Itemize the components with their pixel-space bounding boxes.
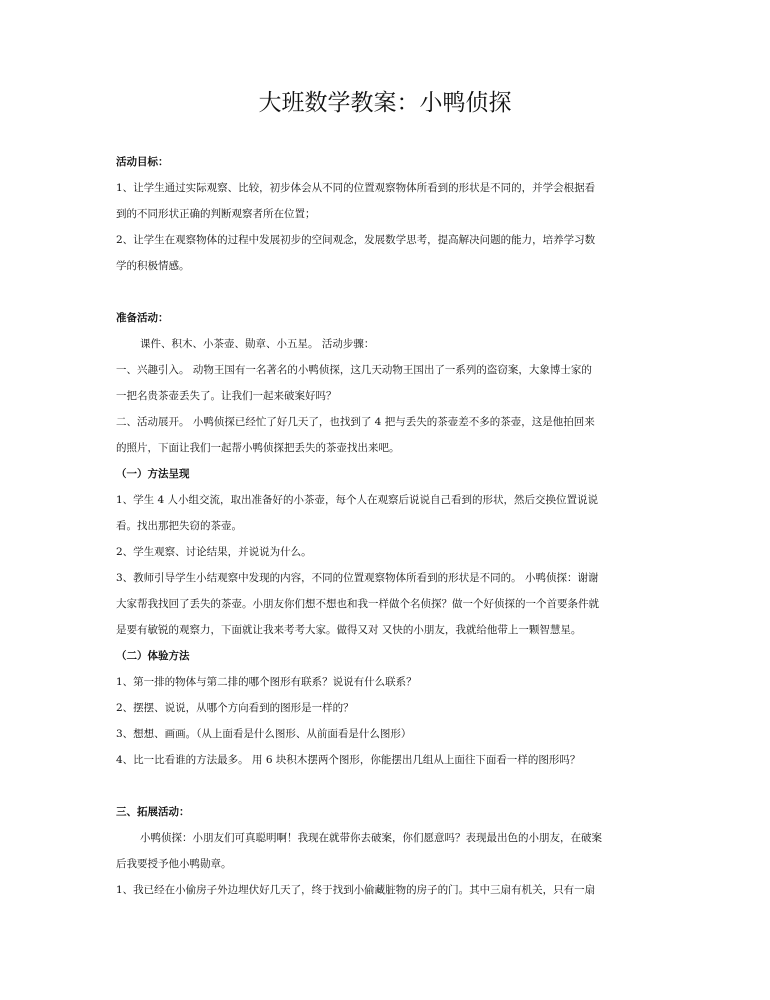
paragraph-line: 1、让学生通过实际观察、比较，初步体会从不同的位置观察物体所看到的形状是不同的，并学会根据看 bbox=[116, 182, 596, 194]
paragraph-line: 1、学生 4 人小组交流，取出准备好的小茶壶，每个人在观察后说说自己看到的形状，然后交换位置说说 bbox=[116, 494, 599, 506]
paragraph-line: 学的积极情感。 bbox=[116, 260, 190, 272]
paragraph-line: 1、我已经在小偷房子外边埋伏好几天了，终于找到小偷藏脏物的房子的门。其中三扇有机关，只有一扇 bbox=[116, 884, 596, 896]
paragraph-line: 1、第一排的物体与第二排的哪个图形有联系？说说有什么联系？ bbox=[116, 676, 417, 688]
page-title: 大班数学教案：小鸭侦探 bbox=[258, 90, 512, 116]
paragraph-line: 3、教师引导学生小结观察中发现的内容，不同的位置观察物体所看到的形状是不同的。 小鸭侦探：谢谢 bbox=[116, 572, 599, 584]
paragraph-line: 课件、积木、小茶壶、勋章、小五星。 活动步骤： bbox=[140, 338, 375, 350]
paragraph-line: 看。找出那把失窃的茶壶。 bbox=[116, 520, 242, 532]
paragraph-line: 2、摆摆、说说，从哪个方向看到的图形是一样的？ bbox=[116, 702, 354, 714]
paragraph-line: 一把名贵茶壶丢失了。让我们一起来破案好吗？ bbox=[116, 390, 337, 402]
paragraph-line: 大家帮我找回了丢失的茶壶。小朋友你们想不想也和我一样做个名侦探？做一个好侦探的一个首要条件就 bbox=[116, 598, 599, 610]
subheading-method: （一）方法呈现 bbox=[116, 468, 190, 480]
paragraph-line: 2、学生观察、讨论结果，并说说为什么。 bbox=[116, 546, 312, 558]
heading-activity-goals: 活动目标： bbox=[116, 156, 169, 168]
paragraph-line: 2、让学生在观察物体的过程中发展初步的空间观念，发展数学思考，提高解决问题的能力，培养学习数 bbox=[116, 234, 596, 246]
subheading-experience: （二）体验方法 bbox=[116, 650, 190, 662]
paragraph-line: 二、活动展开。 小鸭侦探已经忙了好几天了，也找到了 4 把与丢失的茶壶差不多的茶壶，这是他拍回来 bbox=[116, 416, 595, 428]
paragraph-line: 小鸭侦探：小朋友们可真聪明啊！我现在就带你去破案，你们愿意吗？表现最出色的小朋友，在破案 bbox=[140, 832, 602, 844]
paragraph-line: 到的不同形状正确的判断观察者所在位置； bbox=[116, 208, 316, 220]
paragraph-line: 3、想想、画画。（从上面看是什么图形、从前面看是什么图形） bbox=[116, 728, 412, 740]
paragraph-line: 4、比一比看谁的方法最多。 用 6 块积木摆两个图形，你能摆出几组从上面往下面看一样的图形吗？ bbox=[116, 754, 581, 766]
paragraph-line: 的照片，下面让我们一起帮小鸭侦探把丢失的茶壶找出来吧。 bbox=[116, 442, 400, 454]
heading-extension: 三、拓展活动： bbox=[116, 806, 190, 818]
heading-preparation: 准备活动： bbox=[116, 312, 169, 324]
paragraph-line: 是要有敏锐的观察力，下面就让我来考考大家。做得又对 又快的小朋友，我就给他带上一颗智慧星。 bbox=[116, 624, 582, 636]
paragraph-line: 后我要授予他小鸭勋章。 bbox=[116, 858, 232, 870]
paragraph-line: 一、兴趣引入。 动物王国有一名著名的小鸭侦探，这几天动物王国出了一系列的盗窃案，大象博士家的 bbox=[116, 364, 592, 376]
